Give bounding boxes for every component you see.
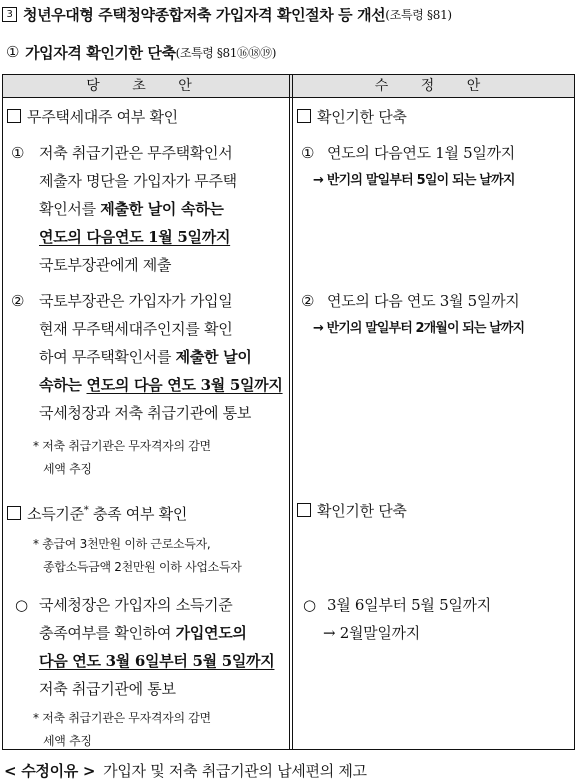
left-note1-line2: 세액 추징 — [43, 462, 92, 476]
checkbox-square-icon — [7, 109, 21, 123]
left-item2-line1: 국토부장관은 가입자가 가입일 — [39, 292, 233, 310]
section-number: 3 — [2, 7, 17, 22]
revision-reason — [4, 758, 367, 782]
subheading — [6, 40, 276, 64]
section-heading — [2, 2, 452, 26]
subheading-title: 가입자격 확인기한 단축 — [25, 43, 176, 62]
right-item3-line2: → 2월말일까지 — [323, 624, 420, 642]
left-item3-marker: ○ — [15, 596, 28, 614]
right-item1-marker: ① — [301, 144, 315, 162]
left-item1-line1: 저축 취급기관은 무주택확인서 — [39, 144, 233, 162]
left-item3-line4: 저축 취급기관에 통보 — [39, 680, 176, 698]
left-note2-line1: * 총급여 3천만원 이하 근로소득자, — [33, 537, 211, 551]
section-title: 청년우대형 주택청약종합저축 가입자격 확인절차 등 개선 — [23, 5, 386, 24]
left-item3-line1: 국세청장은 가입자의 소득기준 — [39, 596, 233, 614]
left-item3-line2: 충족여부를 확인하여 가입연도의 — [39, 624, 247, 642]
left-item3-line3: 다음 연도 3월 6일부터 5월 5일까지 — [39, 652, 275, 670]
left-note2-line2: 종합소득금액 2천만원 이하 사업소득자 — [43, 560, 242, 574]
left-item2-line2: 현재 무주택세대주인지를 확인 — [39, 320, 233, 338]
right-item2-line1: 연도의 다음 연도 3월 5일까지 — [327, 292, 520, 310]
comparison-table — [2, 74, 575, 750]
right-section1-title: 확인기한 단축 — [297, 103, 407, 131]
left-item1-marker: ① — [11, 144, 25, 162]
revision-reason-label: < 수정이유 > — [4, 761, 96, 780]
revision-reason-text: 가입자 및 저축 취급기관의 납세편의 제고 — [103, 761, 367, 780]
left-note1-line1: * 저축 취급기관은 무자격자의 감면 — [33, 439, 211, 453]
left-item1-line4: 연도의 다음연도 1월 5일까지 — [39, 228, 231, 246]
right-item3-marker: ○ — [303, 596, 316, 614]
right-item1-line2: → 반기의 말일부터 5일이 되는 날까지 — [313, 173, 515, 188]
left-item2-line4: 속하는 연도의 다음 연도 3월 5일까지 — [39, 376, 283, 394]
right-item2-line2: → 반기의 말일부터 2개월이 되는 날까지 — [313, 321, 525, 336]
left-item1-line5: 국토부장관에게 제출 — [39, 256, 172, 274]
right-section2-title: 확인기한 단축 — [297, 497, 407, 525]
column-divider — [289, 75, 293, 749]
col-header-original: 당 초 안 — [86, 78, 206, 94]
left-item1-line2: 제출자 명단을 가입자가 무주택 — [39, 172, 237, 190]
col-header-revised: 수 정 안 — [374, 78, 495, 94]
right-item2-marker: ② — [301, 292, 315, 310]
left-item2-line3: 하여 무주택확인서를 제출한 날이 — [39, 348, 252, 366]
subheading-reference: (조특령 §81⑯⑱⑲) — [175, 45, 277, 60]
checkbox-square-icon — [297, 109, 311, 123]
left-item1-line3: 확인서를 제출한 날이 속하는 — [39, 200, 224, 218]
subheading-marker: ① — [6, 43, 20, 61]
left-note3-line2: 세액 추징 — [43, 734, 92, 748]
section-reference: (조특령 §81) — [385, 7, 452, 22]
right-item3-line1: 3월 6일부터 5월 5일까지 — [327, 596, 491, 614]
left-note3-line1: * 저축 취급기관은 무자격자의 감면 — [33, 711, 211, 725]
right-item1-line1: 연도의 다음연도 1월 5일까지 — [327, 144, 515, 162]
left-item2-line5: 국세청장과 저축 취급기관에 통보 — [39, 404, 252, 422]
checkbox-square-icon — [7, 506, 21, 520]
left-section2-title: 소득기준* 충족 여부 확인 — [7, 497, 187, 528]
left-item2-marker: ② — [11, 292, 25, 310]
left-section1-title: 무주택세대주 여부 확인 — [7, 103, 178, 131]
checkbox-square-icon — [297, 503, 311, 517]
